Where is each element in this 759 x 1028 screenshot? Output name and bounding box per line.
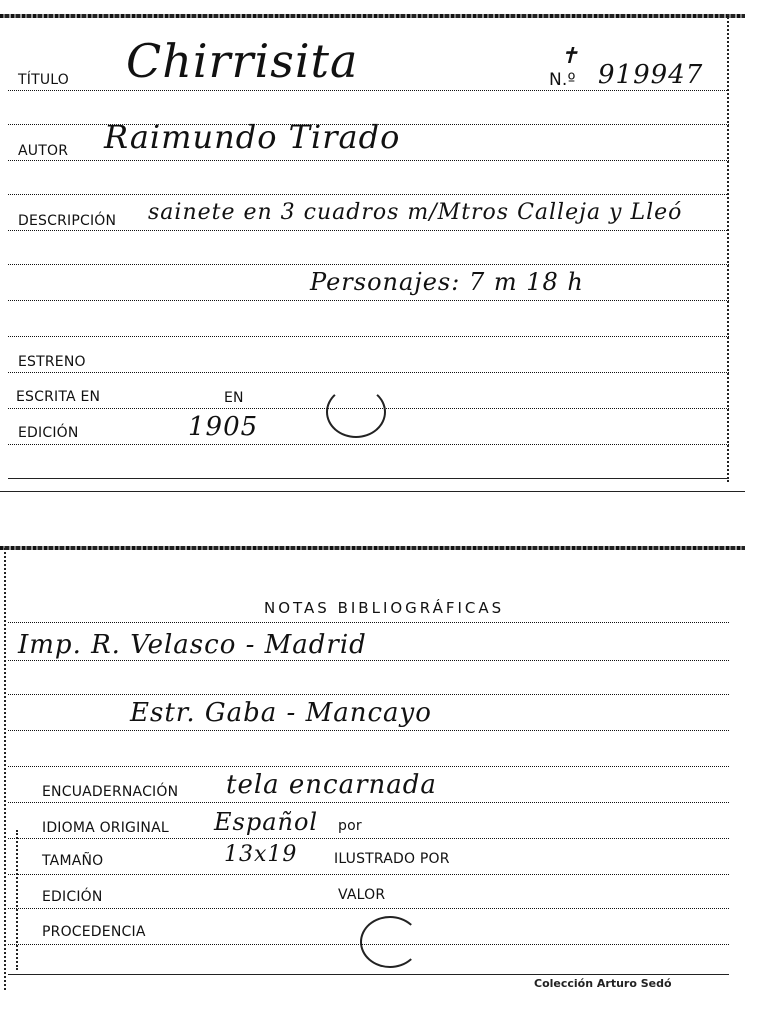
rule-line: [8, 372, 729, 373]
note-line-2: Estr. Gaba - Mancayo: [130, 698, 432, 728]
rule-line: [8, 838, 729, 839]
card-top-border: [0, 14, 745, 18]
por-label: por: [338, 818, 362, 834]
rule-line: [8, 802, 729, 803]
titulo-label: TÍTULO: [18, 72, 69, 88]
rule-line: [8, 730, 729, 731]
catalog-card-front: [0, 0, 745, 492]
idioma-value: Español: [214, 808, 319, 836]
en-label: EN: [224, 390, 244, 406]
tamano-value: 13x19: [224, 842, 298, 867]
procedencia-label: PROCEDENCIA: [42, 924, 146, 940]
rule-line: [8, 90, 729, 91]
rule-line: [8, 478, 729, 479]
numero-value: 919947: [598, 60, 704, 90]
rule-line: [8, 660, 729, 661]
valor-label: VALOR: [338, 887, 386, 903]
rule-line: [8, 194, 729, 195]
rule-line: [8, 908, 729, 909]
numero-label: N.º: [549, 70, 576, 90]
rule-line: [8, 160, 729, 161]
encuadernacion-label: ENCUADERNACIÓN: [42, 784, 179, 800]
idioma-label: IDIOMA ORIGINAL: [42, 820, 169, 836]
rule-line: [8, 974, 729, 975]
rule-line: [8, 230, 729, 231]
notas-heading: NOTAS BIBLIOGRÁFICAS: [264, 599, 505, 617]
card-left-edge: [4, 548, 6, 990]
card-right-edge: [727, 14, 729, 482]
rule-line: [8, 766, 729, 767]
rule-line: [8, 336, 729, 337]
note-line-1: Imp. R. Velasco - Madrid: [18, 630, 367, 660]
rule-line: [8, 874, 729, 875]
titulo-value: Chirrisita: [126, 34, 359, 88]
edicion-value: 1905: [188, 412, 259, 442]
ink-stamp-mark: [326, 386, 386, 438]
collection-footer: Colección Arturo Sedó: [534, 977, 672, 990]
rule-line: [8, 300, 729, 301]
card-bottom-edge: [0, 491, 745, 492]
rule-line: [8, 444, 729, 445]
edicion-label: EDICIÓN: [18, 425, 79, 441]
personajes-value: Personajes: 7 m 18 h: [310, 268, 584, 296]
ilustrado-label: ILUSTRADO POR: [334, 851, 450, 867]
card-inner-left-edge: [16, 830, 18, 970]
descripcion-value: sainete en 3 cuadros m/Mtros Calleja y Lleó: [148, 200, 683, 225]
cross-mark-icon: ✝: [560, 44, 580, 69]
ink-stamp-mark: [360, 916, 420, 968]
descripcion-label: DESCRIPCIÓN: [18, 213, 117, 229]
autor-value: Raimundo Tirado: [104, 118, 401, 156]
rule-line: [8, 622, 729, 623]
estreno-label: ESTRENO: [18, 354, 86, 370]
autor-label: AUTOR: [18, 143, 69, 159]
tamano-label: TAMAÑO: [42, 853, 104, 869]
escrita-en-label: ESCRITA EN: [16, 389, 101, 405]
edicion-label: EDICIÓN: [42, 889, 103, 905]
encuadernacion-value: tela encarnada: [226, 770, 437, 800]
rule-line: [8, 694, 729, 695]
card-top-border: [0, 546, 745, 550]
catalog-card-back: [0, 540, 745, 1000]
rule-line: [8, 264, 729, 265]
